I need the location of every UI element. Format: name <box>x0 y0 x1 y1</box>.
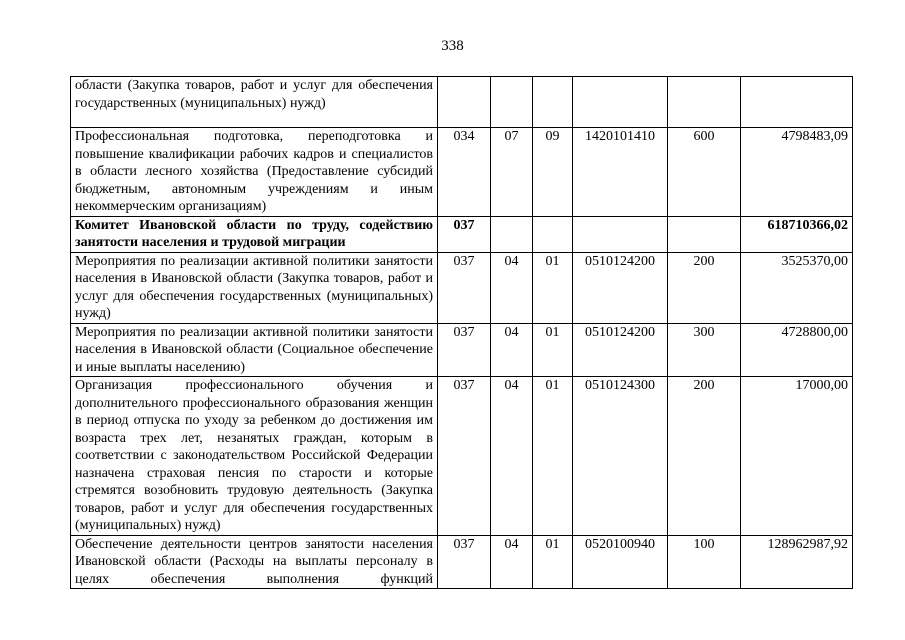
row-description: Профессиональная подготовка, переподготовка и повышение квалификации рабочих кадров и специалистов в области лесного хозяйства (Предоставление субсидий бюджетным, автономным учреждениям и иным некоммерческим организациям) <box>71 128 438 217</box>
row-description: Комитет Ивановской области по труду, содействию занятости населения и трудовой миграции <box>71 216 438 252</box>
target-article-code: 0520100940 <box>573 535 668 589</box>
target-article-code: 0510124200 <box>573 252 668 323</box>
page-number: 338 <box>441 38 464 54</box>
row-description: области (Закупка товаров, работ и услуг для обеспечения государственных (муниципальных) нужд) <box>71 77 438 128</box>
ministry-code: 034 <box>438 128 491 217</box>
subsection-code: 01 <box>533 252 573 323</box>
expense-type-code: 300 <box>668 323 741 377</box>
expense-type-code <box>668 77 741 128</box>
target-article-code: 1420101410 <box>573 128 668 217</box>
table-row <box>71 216 853 252</box>
row-description: Мероприятия по реализации активной политики занятости населения в Ивановской области (Закупка товаров, работ и услуг для обеспечения государственных (муниципальных) нужд) <box>71 252 438 323</box>
ministry-code: 037 <box>438 377 491 536</box>
ministry-code <box>438 77 491 128</box>
table-row <box>71 323 853 377</box>
subsection-code <box>533 216 573 252</box>
target-article-code <box>573 77 668 128</box>
target-article-code: 0510124200 <box>573 323 668 377</box>
amount-value: 618710366,02 <box>741 216 853 252</box>
section-code: 04 <box>491 535 533 589</box>
section-code: 07 <box>491 128 533 217</box>
table-row <box>71 535 853 589</box>
budget-table <box>70 76 853 589</box>
target-article-code: 0510124300 <box>573 377 668 536</box>
section-code <box>491 216 533 252</box>
amount-value <box>741 77 853 128</box>
target-article-code <box>573 216 668 252</box>
expense-type-code <box>668 216 741 252</box>
section-code: 04 <box>491 323 533 377</box>
amount-value: 128962987,92 <box>741 535 853 589</box>
subsection-code <box>533 77 573 128</box>
row-description: Организация профессионального обучения и дополнительного профессионального образования женщин в период отпуска по уходу за ребенком до достижения им возраста трех лет, незанятых граждан, которым в соответствии с законодательством Российской Федерации назначена страховая пенсия по старости и которые стремятся возобновить трудовую деятельность (Закупка товаров, работ и услуг для обеспечения государственных (муниципальных) нужд) <box>71 377 438 536</box>
amount-value: 3525370,00 <box>741 252 853 323</box>
table-row <box>71 252 853 323</box>
ministry-code: 037 <box>438 535 491 589</box>
expense-type-code: 100 <box>668 535 741 589</box>
subsection-code: 01 <box>533 323 573 377</box>
table-row <box>71 377 853 536</box>
row-description: Мероприятия по реализации активной политики занятости населения в Ивановской области (Социальное обеспечение и иные выплаты населению) <box>71 323 438 377</box>
section-code: 04 <box>491 377 533 536</box>
ministry-code: 037 <box>438 252 491 323</box>
expense-type-code: 600 <box>668 128 741 217</box>
subsection-code: 01 <box>533 377 573 536</box>
section-code: 04 <box>491 252 533 323</box>
section-code <box>491 77 533 128</box>
subsection-code: 09 <box>533 128 573 217</box>
amount-value: 17000,00 <box>741 377 853 536</box>
expense-type-code: 200 <box>668 377 741 536</box>
expense-type-code: 200 <box>668 252 741 323</box>
row-description: Обеспечение деятельности центров занятости населения Ивановской области (Расходы на выплаты персоналу в целях обеспечения выполнения функций <box>71 535 438 589</box>
subsection-code: 01 <box>533 535 573 589</box>
ministry-code: 037 <box>438 323 491 377</box>
ministry-code: 037 <box>438 216 491 252</box>
amount-value: 4728800,00 <box>741 323 853 377</box>
table-row <box>71 77 853 128</box>
table-row <box>71 128 853 217</box>
amount-value: 4798483,09 <box>741 128 853 217</box>
